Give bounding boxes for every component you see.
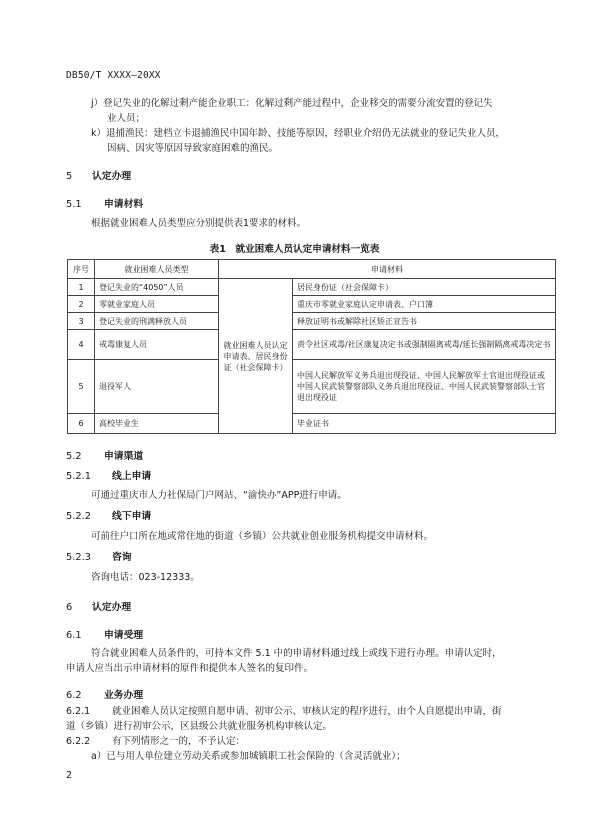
section-title: 认定办理	[92, 602, 132, 613]
row-doc: 毕业证书	[293, 414, 556, 434]
section-6-1-text: 符合就业困难人员条件的，可持本文件 5.1 中的申请材料通过线上或线下进行办理。申请认定时，	[91, 648, 502, 659]
section-title: 咨询	[112, 552, 132, 563]
section-number: 5	[66, 171, 73, 182]
section-5-2-1-heading	[66, 468, 151, 482]
section-title: 业务办理	[104, 690, 144, 701]
row-type: 退役军人	[95, 360, 219, 414]
section-number: 5.2.3	[66, 552, 91, 563]
header-index: 序号	[68, 260, 95, 279]
row-type: 零就业家庭人员	[95, 296, 219, 313]
row-doc: 重庆市零就业家庭认定申请表、户口簿	[293, 296, 556, 313]
list-label: j）	[91, 98, 104, 109]
section-number: 5.2.2	[66, 511, 91, 522]
list-item-k	[91, 126, 505, 141]
section-5-2-2-text: 可前往户口所在地或常住地的街道（乡镇）公共就业创业服务机构提交申请材料。	[91, 531, 434, 542]
paragraph-text: 有下列情形之一的，不予认定：	[112, 736, 246, 747]
section-number: 5.2	[66, 451, 82, 462]
list-item-a	[91, 749, 406, 764]
row-index: 2	[68, 296, 95, 313]
row-doc: 中国人民解放军义务兵退出现役证、中国人民解放军士官退出现役证或中国人民武装警察部队义务兵退出现役证、中国人民武装警察部队士官退出现役证	[293, 360, 556, 414]
row-doc: 释放证明书或解除社区矫正宣告书	[293, 313, 556, 330]
section-title: 线下申请	[112, 511, 152, 522]
list-item-j-continued: 业人员；	[107, 113, 146, 124]
page-number: 2	[66, 770, 73, 781]
table-row	[68, 414, 556, 434]
section-6-heading	[66, 599, 131, 613]
row-type: 高校毕业生	[95, 414, 219, 434]
row-type: 登记失业的刑满释放人员	[95, 313, 219, 330]
section-title: 申请材料	[104, 199, 144, 210]
list-text: 已与用人单位建立劳动关系或参加城镇职工社会保险的（含灵活就业）；	[106, 751, 406, 762]
table-row	[68, 330, 556, 360]
row-type: 戒毒康复人员	[95, 330, 219, 360]
section-5-heading	[66, 168, 131, 182]
section-number: 5.1	[66, 199, 82, 210]
table-caption: 表1 就业困难人员认定申请材料一览表	[209, 244, 380, 255]
list-label: k）	[91, 128, 107, 139]
section-6-2-2-text	[66, 734, 245, 749]
list-item-k-continued: 因病、因灾等原因导致家庭困难的渔民。	[107, 143, 279, 154]
section-6-1-text-continued: 申请人应当出示申请材料的原件和提供本人签名的复印件。	[66, 663, 314, 674]
section-6-2-1-text-continued: 道（乡镇）进行初审公示，区县级公共就业服务机构审核认定。	[66, 721, 333, 732]
row-doc: 责令社区戒毒/社区康复决定书或强制隔离戒毒/延长强制隔离戒毒决定书	[293, 330, 556, 360]
section-5-2-2-heading	[66, 508, 151, 522]
section-5-1-heading	[66, 196, 143, 210]
section-5-2-3-heading	[66, 549, 132, 563]
table-row	[68, 296, 556, 313]
section-5-1-text: 根据就业困难人员类型应分别提供表1要求的材料。	[91, 218, 307, 229]
section-6-1-heading	[66, 627, 143, 641]
header-materials: 申请材料	[219, 260, 556, 279]
row-index: 5	[68, 360, 95, 414]
list-label: a）	[91, 751, 107, 762]
table-header-row	[68, 260, 556, 279]
row-index: 6	[68, 414, 95, 434]
document-id: DB50/T XXXX—20XX	[66, 70, 161, 81]
section-number: 5.2.1	[66, 471, 91, 482]
table-row	[68, 313, 556, 330]
row-type: 登记失业的“4050”人员	[95, 279, 219, 296]
row-index: 4	[68, 330, 95, 360]
section-number: 6.2	[66, 690, 82, 701]
section-number: 6.2.2	[66, 736, 91, 747]
row-index: 1	[68, 279, 95, 296]
table-row	[68, 279, 556, 296]
section-5-2-1-text: 可通过重庆市人力社保局门户网站、“渝快办”APP进行申请。	[91, 490, 347, 501]
section-6-2-1-text	[66, 704, 502, 719]
section-number: 6.2.1	[66, 706, 91, 717]
common-material-cell: 就业困难人员认定申请表、居民身份证（社会保障卡）	[219, 279, 293, 434]
section-number: 6	[66, 602, 73, 613]
materials-table	[67, 259, 556, 434]
section-6-2-heading	[66, 687, 143, 701]
row-doc: 居民身份证（社会保障卡）	[293, 279, 556, 296]
section-title: 申请渠道	[104, 451, 144, 462]
header-type: 就业困难人员类型	[95, 260, 219, 279]
table-row	[68, 360, 556, 414]
paragraph-text: 就业困难人员认定按照自愿申请、初审公示、审核认定的程序进行，由个人自愿提出申请，街	[112, 706, 502, 717]
list-item-j	[91, 96, 493, 111]
section-5-2-heading	[66, 448, 143, 462]
section-title: 线上申请	[112, 471, 152, 482]
row-index: 3	[68, 313, 95, 330]
section-5-2-3-text: 咨询电话：023-12333。	[91, 572, 200, 583]
list-text: 退捕渔民：建档立卡退捕渔民中国年龄、技能等原因，经职业介绍仍无法就业的登记失业人员，	[106, 128, 506, 139]
list-text: 登记失业的化解过剩产能企业职工：化解过剩产能过程中，企业移交的需要分流安置的登记失	[103, 98, 493, 109]
section-title: 申请受理	[104, 630, 144, 641]
section-number: 6.1	[66, 630, 82, 641]
section-title: 认定办理	[92, 171, 132, 182]
